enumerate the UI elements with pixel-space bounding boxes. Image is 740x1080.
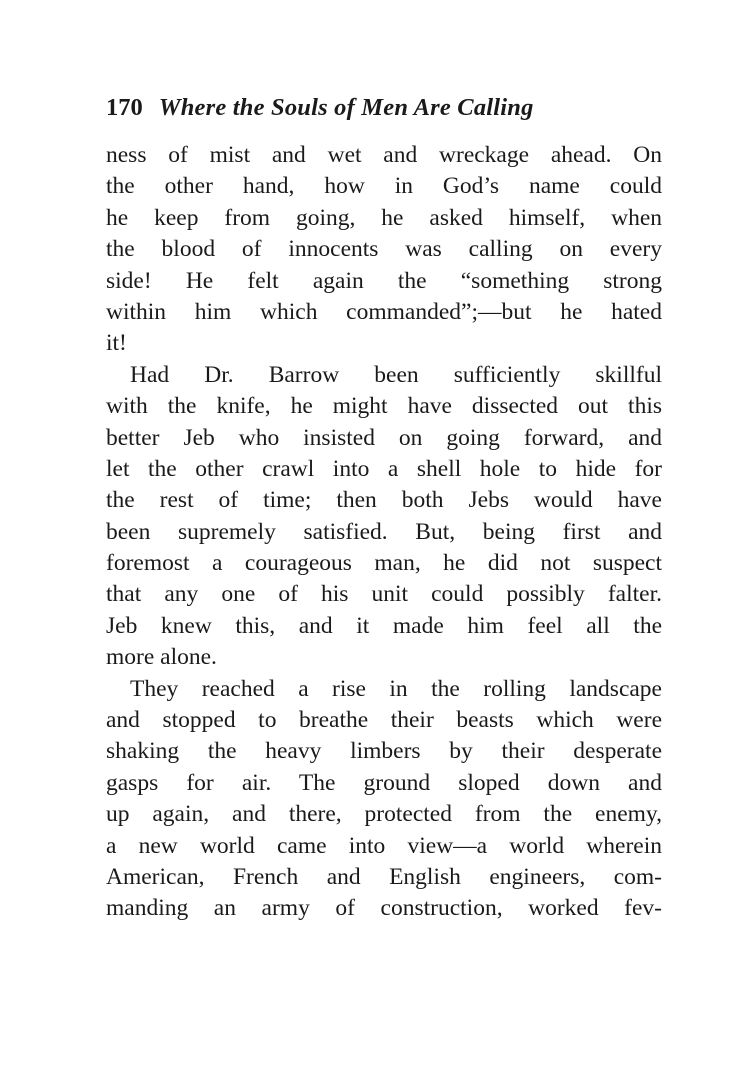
body-text — [106, 140, 662, 925]
text-line: more alone. — [106, 644, 217, 671]
running-title: Where the Souls of Men Are Calling — [158, 94, 534, 121]
text-line: that any one of his unit could possibly falter. — [106, 581, 662, 608]
text-line: within him which commanded”;—but he hated — [106, 298, 662, 325]
text-line: side! He felt again the “something strong — [106, 267, 662, 294]
text-line: up again, and there, protected from the enemy, — [106, 801, 662, 828]
text-line: Had Dr. Barrow been sufficiently skillful — [130, 361, 662, 388]
text-line: and stopped to breathe their beasts which were — [106, 707, 662, 734]
book-page — [106, 86, 662, 925]
text-line: foremost a courageous man, he did not suspect — [106, 550, 662, 577]
text-line: it! — [106, 330, 127, 357]
page-number: 170 — [106, 94, 143, 121]
text-line: the blood of innocents was calling on every — [106, 236, 662, 263]
text-line: with the knife, he might have dissected out this — [106, 393, 662, 420]
text-line: better Jeb who insisted on going forward, and — [106, 424, 662, 451]
text-line: Jeb knew this, and it made him feel all the — [106, 612, 662, 639]
text-line: gasps for air. The ground sloped down and — [106, 769, 662, 796]
text-line: the other hand, how in God’s name could — [106, 173, 662, 200]
text-line: American, French and English engineers, com- — [106, 863, 662, 890]
text-line: a new world came into view—a world wherein — [106, 832, 662, 859]
text-line: They reached a rise in the rolling landscape — [130, 675, 662, 702]
text-line: manding an army of construction, worked fev- — [106, 895, 662, 922]
text-line: ness of mist and wet and wreckage ahead. On — [106, 142, 662, 168]
paragraph-2 — [106, 360, 662, 674]
text-line: he keep from going, he asked himself, when — [106, 204, 662, 231]
running-header — [106, 86, 662, 130]
paragraph-3 — [106, 674, 662, 925]
paragraph-1 — [106, 140, 662, 360]
text-line: let the other crawl into a shell hole to hide for — [106, 455, 662, 482]
text-line: shaking the heavy limbers by their desperate — [106, 738, 662, 765]
text-line: been supremely satisfied. But, being first and — [106, 518, 662, 545]
text-line: the rest of time; then both Jebs would have — [106, 487, 662, 514]
